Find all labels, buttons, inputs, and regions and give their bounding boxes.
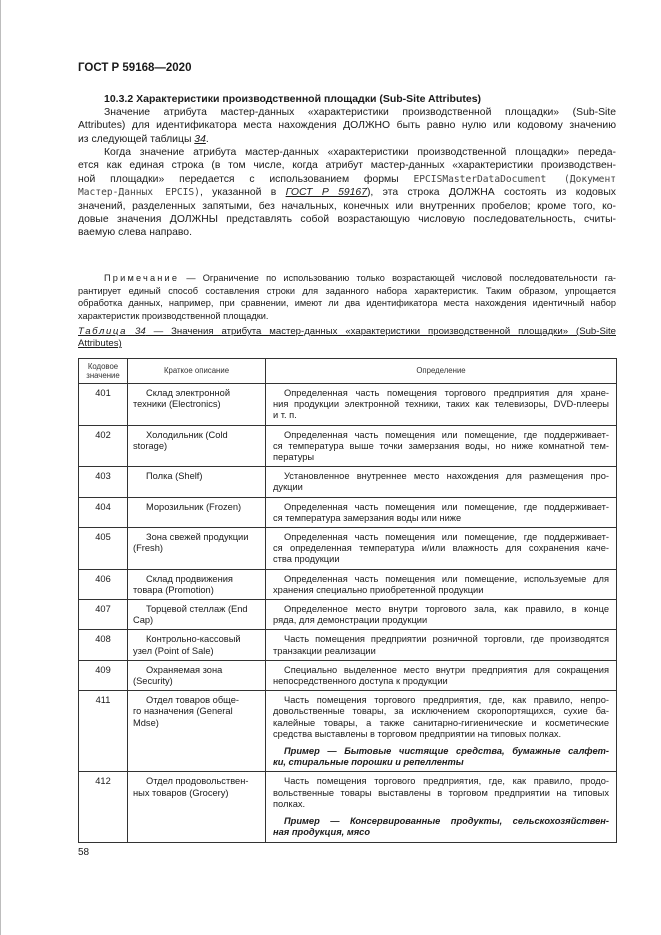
code-cell: 408	[79, 630, 128, 660]
table-row	[79, 384, 617, 426]
definition-line: ния продукции электронной техники, таких как телевизоры, DVD-плееры	[273, 399, 609, 410]
caption-label: Таблица	[78, 326, 128, 337]
standard-ref-link[interactable]: ГОСТ Р 59167	[285, 187, 367, 199]
definition-line: довольственные товары, за исключением скоропортящихся, сухие ба-	[273, 706, 609, 717]
definition-line: ся определенная температура и/или влажность для сохранения каче-	[273, 543, 609, 554]
short-description-line: (Security)	[133, 676, 173, 687]
note-line: обработка данных, например, при сравнении, имеют ли два идентификатора места нахождения идентичный набор	[78, 298, 616, 309]
definition-cell	[266, 691, 617, 772]
table-row	[79, 600, 617, 630]
definition-line: Определенная часть помещения или помещение, где поддерживает-	[284, 501, 609, 512]
paragraph-line: довые значения ДОЛЖНЫ представлять собой возрастающую числовую последовательность, считы-	[78, 214, 616, 226]
short-description-cell	[128, 630, 266, 660]
short-description-line: Торцевой стеллаж (End	[146, 604, 248, 615]
example-line: Пример — Бытовые чистящие средства, бумажные салфет-	[284, 746, 609, 757]
paragraph-line: ной площадки» передается с использованием формы EPCISMasterDataDocument (Документ	[78, 173, 617, 185]
definition-cell	[266, 630, 617, 660]
note-line: рантирует единый способ составления строки для заданного набора характеристик. Таким образом, упрощается	[78, 285, 616, 296]
caption-line: Attributes)	[78, 338, 122, 350]
definition-line: дукции	[273, 482, 303, 493]
definition-line: Часть помещения предприятии розничной торговли, где производятся	[284, 634, 609, 645]
definition-line: Специально выделенное место внутри предприятия для сокращения	[284, 664, 609, 675]
short-description-line: Отдел продовольствен-	[146, 776, 249, 787]
table-row	[79, 528, 617, 570]
example-line: ная продукция, мясо	[273, 827, 371, 838]
code-cell: 411	[79, 691, 128, 772]
note-block	[78, 272, 616, 322]
definition-line: транзакции реализации	[273, 645, 376, 656]
code-cell: 403	[79, 467, 128, 497]
definition-cell	[266, 528, 617, 570]
paragraph-2	[78, 146, 616, 240]
short-description-cell	[128, 384, 266, 426]
code-cell: 409	[79, 660, 128, 690]
definition-line: Определенная часть помещения или помещение, где поддерживает-	[284, 429, 609, 440]
short-description-cell	[128, 425, 266, 467]
definition-line: Установленное внутреннее место нахождения для размещения про-	[284, 471, 609, 482]
document-header: ГОСТ Р 59168—2020	[78, 62, 192, 74]
table-caption	[78, 326, 616, 350]
short-description-line: Склад продвижения	[146, 573, 233, 584]
code-cell: 406	[79, 569, 128, 599]
table-header-row	[79, 359, 617, 384]
short-description-cell	[128, 467, 266, 497]
definition-line: Часть помещения торгового предприятия, где, как правило, непро-	[284, 695, 609, 706]
code-literal: EPCISMasterDataDocument (Документ	[413, 173, 617, 185]
definition-line: Определенная часть помещения или помещение, где поддерживает-	[284, 532, 609, 543]
short-description-cell	[128, 528, 266, 570]
paragraph-line: Attributes) для идентификатора места нахождения ДОЛЖНО быть равно нулю или кодовому значению	[78, 120, 616, 132]
short-description-line: товара (Promotion)	[133, 584, 214, 595]
short-description-line: ных товаров (Grocery)	[133, 787, 229, 798]
definition-line: калейные товары, а также санитарно-гигиенические и косметические	[273, 717, 609, 728]
short-description-cell	[128, 660, 266, 690]
code-cell: 401	[79, 384, 128, 426]
short-description-cell	[128, 600, 266, 630]
paragraph-1	[78, 106, 616, 146]
code-cell: 412	[79, 772, 128, 842]
page-edge	[0, 0, 1, 935]
table-ref-link[interactable]: 34	[194, 133, 206, 145]
short-description-line: Холодильник (Cold	[146, 429, 228, 440]
table-row	[79, 569, 617, 599]
short-description-cell	[128, 569, 266, 599]
example-line: ки, стиральные порошки и репелленты	[273, 757, 464, 768]
short-description-line: го назначения (General	[133, 706, 233, 717]
short-description-cell	[128, 497, 266, 527]
short-description-line: Mdse)	[133, 717, 159, 728]
definition-cell	[266, 425, 617, 467]
definition-line: ся температура выше точки замерзания воды, но ниже комнатной тем-	[273, 440, 609, 451]
code-cell: 402	[79, 425, 128, 467]
paragraph-line: ваемую слева направо.	[78, 227, 192, 239]
paragraph-line: из следующей таблицы 34.	[78, 133, 209, 145]
code-cell: 407	[79, 600, 128, 630]
short-description-line: Полка (Shelf)	[146, 471, 203, 482]
table-row	[79, 425, 617, 467]
code-cell: 404	[79, 497, 128, 527]
note-label: Примечание	[104, 273, 180, 283]
example-block	[273, 816, 609, 838]
short-description-line: Склад электронной	[146, 388, 231, 398]
short-description-cell	[128, 772, 266, 842]
header-definition: Определение	[266, 359, 617, 384]
definition-cell	[266, 772, 617, 842]
short-description-line: storage)	[133, 440, 168, 451]
table-row	[79, 691, 617, 772]
definition-line: ряда, для демонстрации продукции	[273, 615, 428, 626]
example-block	[273, 746, 609, 768]
short-description-line: Морозильник (Frozen)	[146, 501, 242, 512]
code-cell: 405	[79, 528, 128, 570]
definition-cell	[266, 384, 617, 426]
header-code: Кодовое значение	[79, 359, 128, 384]
caption-line: Таблица 34 — Значения атрибута мастер-данных «характеристики производственной площадки» (Sub-Site	[78, 326, 616, 337]
page-number: 58	[78, 847, 90, 858]
table-row	[79, 660, 617, 690]
definition-cell	[266, 569, 617, 599]
short-description-line: Отдел товаров обще-	[146, 695, 239, 706]
definition-line: пературы	[273, 452, 315, 463]
code-literal: Мастер-Данных EPCIS)	[78, 187, 200, 199]
definition-line: Определенное место внутри торгового зала, как правило, в конце	[284, 604, 609, 615]
definition-cell	[266, 467, 617, 497]
table-row	[79, 497, 617, 527]
short-description-line: Зона свежей продукции	[146, 532, 249, 543]
table-row	[79, 772, 617, 842]
definition-line: Определенная часть помещения или помещение, используемые для	[284, 573, 609, 584]
paragraph-line: Значение атрибута мастер-данных «характеристики производственной площадки» (Sub-Site	[104, 107, 616, 118]
definition-line: и т. п.	[273, 410, 297, 421]
example-line: Пример — Консервированные продукты, сельскохозяйствен-	[284, 816, 609, 827]
definition-line: ства продукции	[273, 554, 340, 565]
paragraph-line: ется как единая строка (в том числе, когда атрибут мастер-данных «характеристики производствен-	[78, 160, 616, 172]
section-title: 10.3.2 Характеристики производственной площадки (Sub-Site Attributes)	[104, 93, 482, 105]
definition-line: Часть помещения торгового предприятия, где, как правило, продо-	[284, 776, 609, 787]
note-line: характеристик производственной площадки.	[78, 310, 269, 321]
short-description-line: Cap)	[133, 615, 154, 626]
short-description-line: техники (Electronics)	[133, 399, 221, 410]
definition-line: ся температура замерзания воды или ниже	[273, 512, 462, 523]
definition-line: Определенная часть помещения торгового предприятия для хране-	[284, 388, 609, 398]
short-description-line: (Fresh)	[133, 543, 163, 554]
table-row	[79, 467, 617, 497]
paragraph-line: Мастер-Данных EPCIS), указанной в ГОСТ Р 59167), эта строка ДОЛЖНА состоять из кодовых	[78, 187, 616, 199]
note-line: Примечание — Ограничение по использованию только возрастающей числовой последовательности га-	[104, 273, 616, 283]
sub-site-attributes-table	[78, 358, 617, 843]
definition-line: полках.	[273, 798, 306, 809]
definition-cell	[266, 600, 617, 630]
table-row	[79, 630, 617, 660]
definition-line: хранения специально приобретенной продукции	[273, 584, 484, 595]
paragraph-line: значений, разделенных запятыми, без начальных, конечных или внутренних пробелов; кроме того, ко-	[78, 200, 616, 212]
definition-line: средства выставлены в торговом предприятии на типовых полках.	[273, 728, 562, 739]
short-description-line: узел (Point of Sale)	[133, 645, 214, 656]
definition-line: вольственные товары выставлены в торговом предприятии на типовых	[273, 787, 609, 798]
paragraph-line: Когда значение атрибута мастер-данных «характеристики производственной площадки» переда-	[104, 147, 616, 158]
definition-line: непосредственного доступа к продукции	[273, 676, 448, 687]
header-short: Краткое описание	[128, 359, 266, 384]
short-description-cell	[128, 691, 266, 772]
definition-cell	[266, 660, 617, 690]
definition-cell	[266, 497, 617, 527]
short-description-line: Охраняемая зона	[146, 664, 223, 675]
short-description-line: Контрольно-кассовый	[146, 634, 241, 645]
